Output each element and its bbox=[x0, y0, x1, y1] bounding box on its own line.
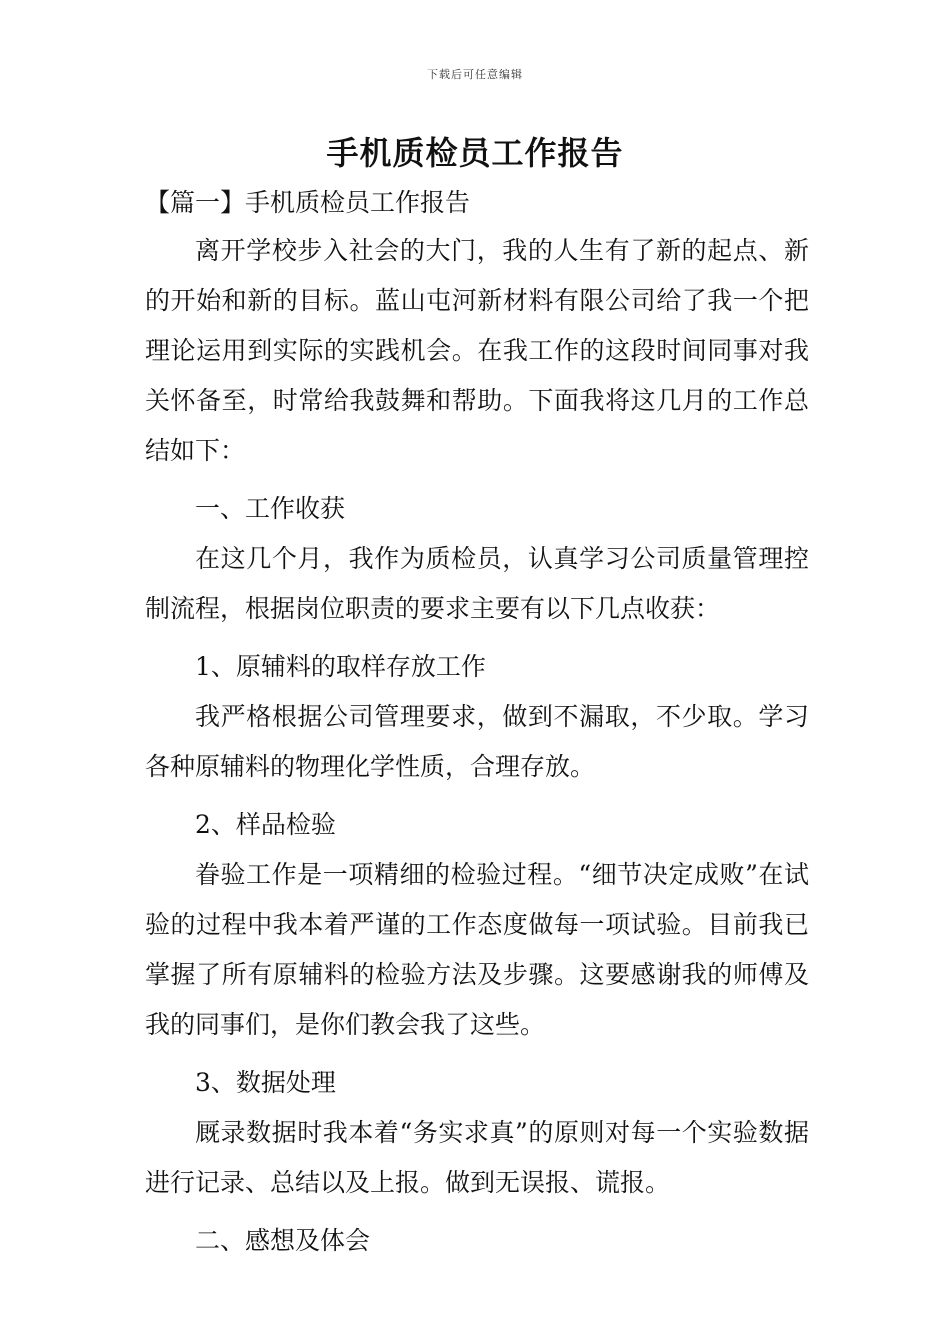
heading-work-gains: 一、工作收获 bbox=[195, 494, 346, 523]
paragraph-intro: 离开学校步入社会的大门，我的人生有了新的起点、新的开始和新的目标。蓝山屯河新材料有限公司给了我一个把理论运用到实际的实践机会。在我工作的这段时间同事对我关怀备至，时常给我鼓舞和帮助。下面我将这几月的工作总结如下： bbox=[145, 236, 809, 465]
paragraph-inspection: 眷验工作是一项精细的检验过程。“细节决定成败”在试验的过程中我本着严谨的工作态度做每一项试验。目前我已掌握了所有原辅料的检验方法及步骤。这要感谢我的师傅及我的同事们，是你们教会我了这些。 bbox=[145, 860, 809, 1039]
paragraph-data-processing: 厩录数据时我本着“务实求真”的原则对每一个实验数据进行记录、总结以及上报。做到无误报、谎报。 bbox=[145, 1118, 809, 1197]
heading-data-processing: 3、数据处理 bbox=[195, 1068, 336, 1097]
heading-reflections: 二、感想及体会 bbox=[195, 1226, 371, 1255]
heading-inspection: 2、样品检验 bbox=[195, 810, 336, 839]
header-note: 下载后可任意编辑 bbox=[427, 68, 523, 81]
paragraph-gains-intro: 在这几个月，我作为质检员，认真学习公司质量管理控制流程，根据岗位职责的要求主要有以下几点收获： bbox=[145, 544, 809, 623]
paragraph-sampling: 我严格根据公司管理要求，做到不漏取，不少取。学习各种原辅料的物理化学性质，合理存放。 bbox=[145, 702, 809, 781]
document-title: 手机质检员工作报告 bbox=[326, 134, 624, 172]
section-heading: 【篇一】手机质检员工作报告 bbox=[145, 188, 471, 217]
heading-sampling: 1、原辅料的取样存放工作 bbox=[195, 652, 486, 681]
document-body bbox=[145, 226, 809, 1266]
